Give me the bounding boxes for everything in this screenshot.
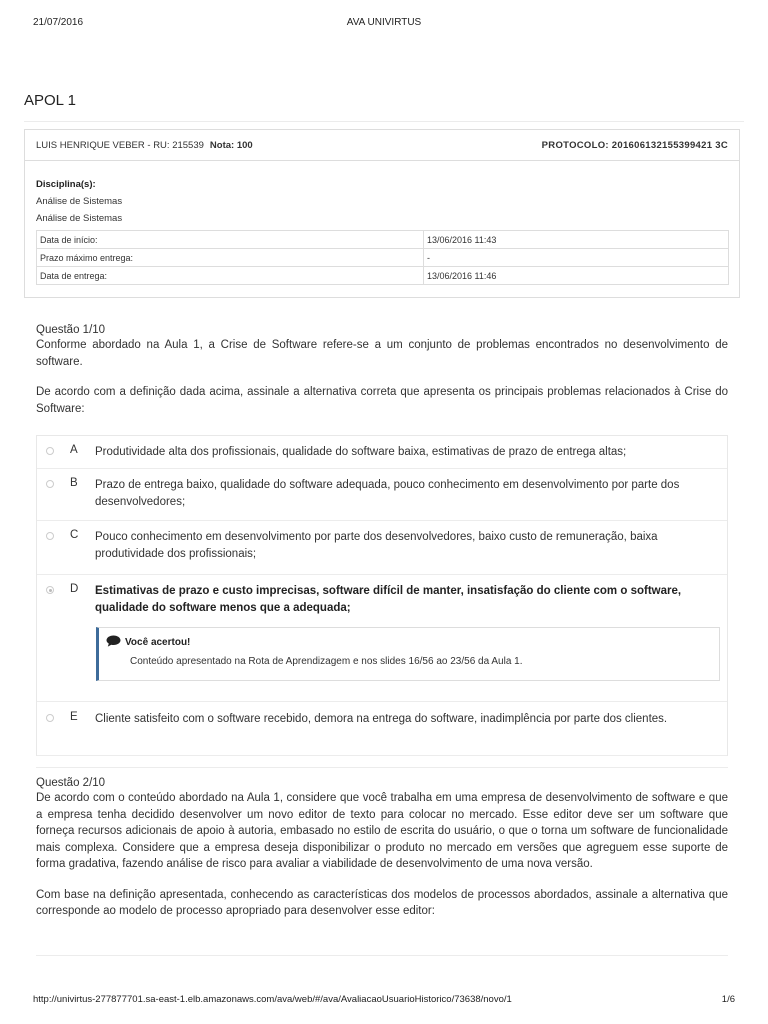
question-text: Conforme abordado na Aula 1, a Crise de Software refere-se a um conjunto de problemas encontrados no desenvolvimento de software.: [36, 339, 728, 368]
print-url: http://univirtus-277877701.sa-east-1.elb.amazonaws.com/ava/web/#/ava/AvaliacaoUsuarioHistorico/73638/novo/1: [33, 994, 512, 1005]
radio-button-selected[interactable]: [46, 586, 54, 594]
card-header: [25, 130, 739, 161]
radio-button[interactable]: [46, 532, 54, 540]
student-info: [36, 140, 253, 151]
discipline-item: Análise de Sistemas: [36, 196, 123, 207]
print-header: [33, 17, 735, 31]
chat-bubble-icon: [106, 635, 121, 647]
print-site-title: AVA UNIVIRTUS: [346, 17, 422, 28]
question-instruction: De acordo com a definição dada acima, assinale a alternativa correta que apresenta os principais problemas relacionados à Crise do Software:: [36, 386, 728, 415]
feedback-text: Conteúdo apresentado na Rota de Aprendizagem e nos slides 16/56 ao 23/56 da Aula 1.: [130, 656, 523, 667]
radio-button[interactable]: [46, 480, 54, 488]
alternative-letter: A: [70, 444, 78, 456]
exam-info-card: [24, 129, 740, 298]
question-heading: Questão 1/10: [36, 324, 106, 336]
page-title: APOL 1: [24, 92, 76, 109]
alternative-c[interactable]: [37, 520, 727, 575]
card-body: [25, 161, 739, 285]
radio-button[interactable]: [46, 714, 54, 722]
question-divider: [36, 955, 728, 956]
feedback-box: [96, 627, 720, 681]
alternative-text: Prazo de entrega baixo, qualidade do software adequada, pouco conhecimento em desenvolvimento por parte dos desenvolvedores;: [95, 479, 680, 508]
feedback-title: [106, 635, 190, 648]
disciplines-heading: Disciplina(s):: [36, 179, 96, 190]
dates-table: [36, 230, 729, 285]
print-footer: [33, 994, 735, 1008]
alternative-letter: B: [70, 477, 78, 489]
question-divider: [36, 767, 728, 768]
question-text: De acordo com o conteúdo abordado na Aula 1, considere que você trabalha em uma empresa de desenvolvimento de software e que a empresa tenha decidido desenvolver um novo editor de texto para colocar no mercado. Esse editor deve ser um software que forneça recursos adicionais de apoio à autoria, embasado no estilo de escrita do usuário, o que o torna um software de funcionalidade mais complexa. Considere que a empresa deseja disponibilizar o produto no mercado em versões que agreguem esse suporte de forma gradativa, fazendo análise de risco para avaliar a viabilidade de desenvolvimento de uma nova versão.: [36, 792, 728, 870]
alternative-a[interactable]: [37, 436, 727, 469]
grade-label: Nota: 100: [209, 140, 253, 151]
print-page-number: 1/6: [721, 994, 735, 1005]
question-instruction: Com base na definição apresentada, conhecendo as características dos modelos de processos abordados, assinale a alternativa que corresponde ao modelo de processo apropriado para desenvolver esse editor:: [36, 888, 728, 917]
alternative-text: Produtividade alta dos profissionais, qualidade do software baixa, estimativas de prazo de entrega altas;: [95, 446, 627, 458]
alternatives-list: [36, 435, 728, 756]
alternative-b[interactable]: [37, 468, 727, 521]
print-date: 21/07/2016: [33, 17, 84, 28]
date-value: 13/06/2016 11:43: [424, 231, 729, 249]
date-value: 13/06/2016 11:46: [424, 267, 729, 285]
question-heading: Questão 2/10: [36, 777, 106, 789]
date-value: -: [424, 249, 729, 267]
alternative-letter: D: [70, 583, 79, 595]
radio-button[interactable]: [46, 447, 54, 455]
alternative-letter: E: [70, 711, 78, 723]
discipline-item: Análise de Sistemas: [36, 213, 123, 224]
alternative-letter: C: [70, 529, 79, 541]
alternative-text: Cliente satisfeito com o software recebido, demora na entrega do software, inadimplência por parte dos clientes.: [95, 713, 668, 725]
question-2: [36, 777, 728, 920]
alternative-text: Estimativas de prazo e custo imprecisas, software difícil de manter, insatisfação do cliente com o software, qualidade do software menos que a adequada;: [95, 585, 682, 614]
title-divider: [24, 121, 744, 122]
alternative-e[interactable]: [37, 701, 727, 756]
alternative-text: Pouco conhecimento em desenvolvimento por parte dos desenvolvedores, baixo custo de remuneração, baixa produtividade dos profissionais;: [95, 531, 658, 560]
date-row: [37, 267, 729, 285]
date-label: Prazo máximo entrega:: [37, 249, 424, 267]
date-label: Data de início:: [37, 231, 424, 249]
date-label: Data de entrega:: [37, 267, 424, 285]
student-name: LUIS HENRIQUE VEBER - RU: 215539: [36, 140, 204, 151]
feedback-title-text: Você acertou!: [125, 637, 191, 648]
question-1: [36, 324, 728, 417]
protocol-number: PROTOCOLO: 201606132155399421 3C: [541, 140, 728, 151]
date-row: [37, 231, 729, 249]
date-row: [37, 249, 729, 267]
